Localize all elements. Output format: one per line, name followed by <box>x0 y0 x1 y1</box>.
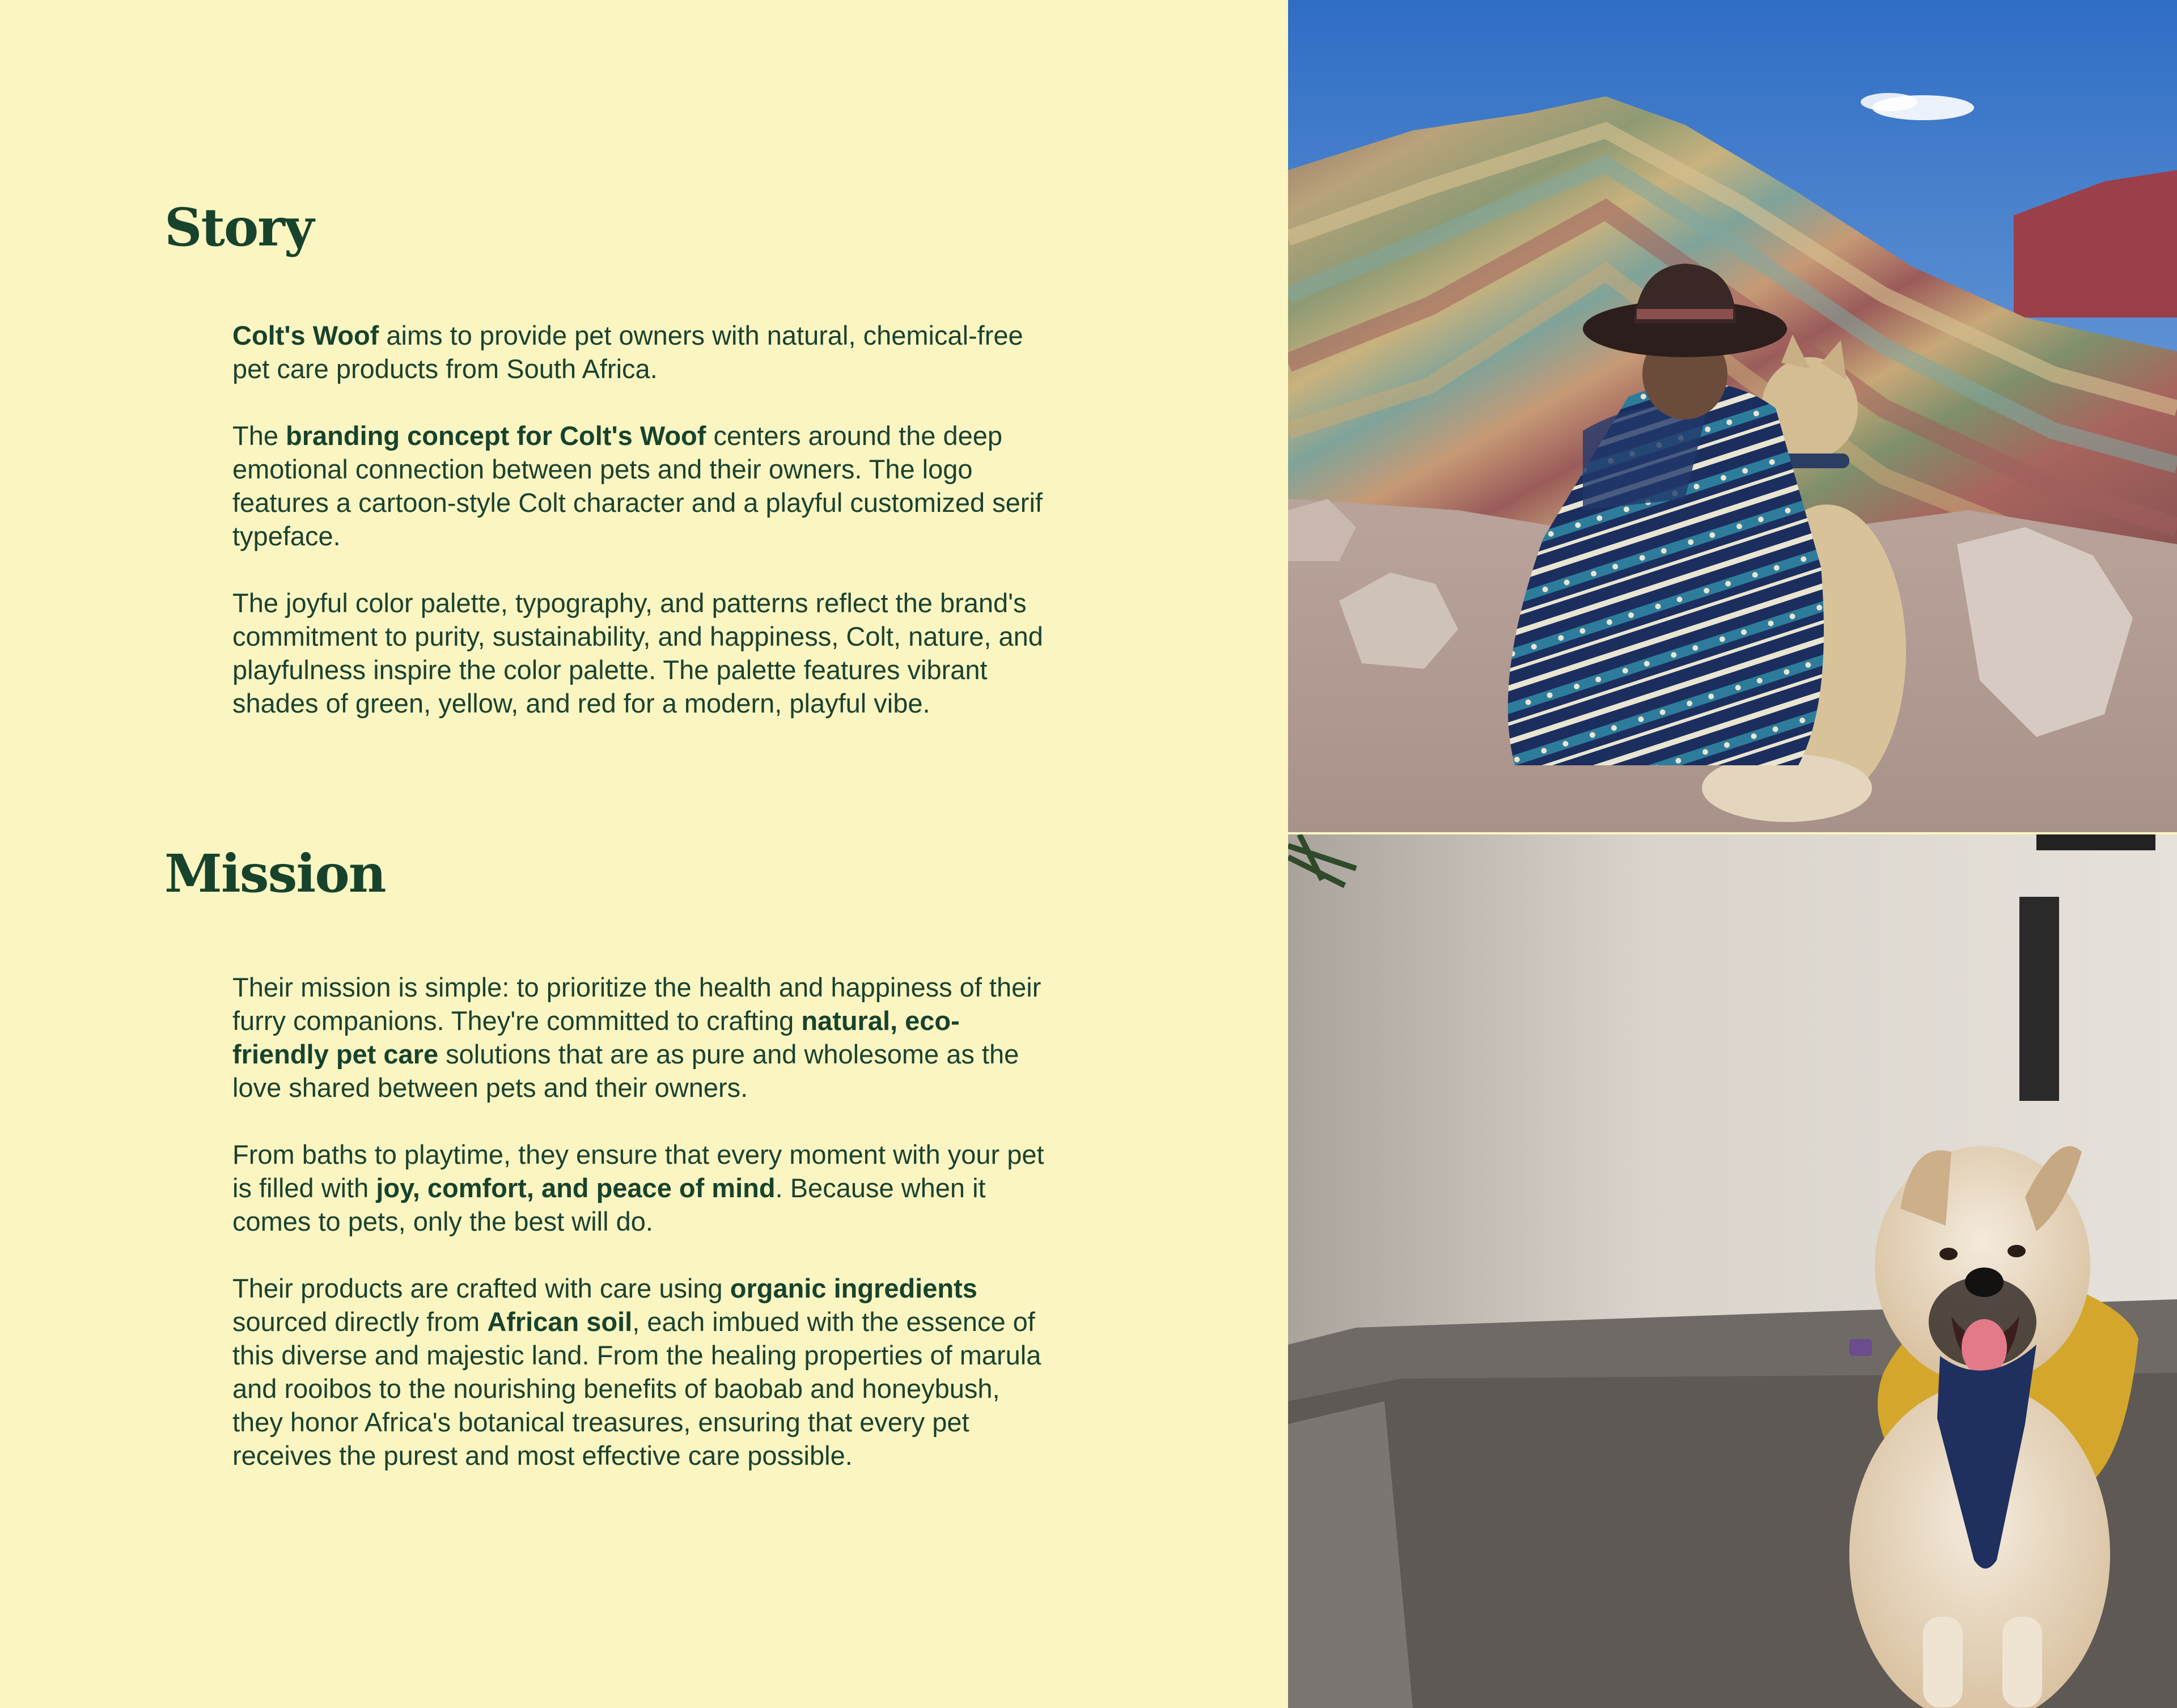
mission-paragraph-1: Their mission is simple: to prioritize the health and happiness of their furry companions. They're committed to crafting natural, eco-friendly pet care solutions that are as pure and wholesome as the love shared between pets and their owners. <box>232 972 1041 1103</box>
mission-paragraph-3: Their products are crafted with care using organic ingredients sourced directly from African soil, each imbued with the essence of this diverse and majestic land. From the healing properties of marula and rooibos to the nourishing benefits of baobab and honeybush, they honor Africa's botanical treasures, ensuring that every pet receives the purest and most effective care possible. <box>232 1273 1041 1470</box>
mission-paragraph-2: From baths to playtime, they ensure that every moment with your pet is filled with joy, comfort, and peace of mind. Because when it comes to pets, only the best will do. <box>232 1139 1044 1236</box>
brand-name: Colt's Woof <box>232 320 379 350</box>
mission-body <box>232 970 1049 1506</box>
story-paragraph-1: Colt's Woof aims to provide pet owners with natural, chemical-free pet care products from South Africa. <box>232 320 1023 384</box>
story-body <box>232 319 1049 753</box>
story-paragraph-2: The branding concept for Colt's Woof centers around the deep emotional connection between pets and their owners. The logo features a cartoon-style Colt character and a playful customized serif typeface. <box>232 421 1043 551</box>
story-paragraph-3: The joyful color palette, typography, and patterns reflect the brand's commitment to purity, sustainability, and happiness, Colt, nature, and playfulness inspire the color palette. The palette features vibrant shades of green, yellow, and red for a modern, playful vibe. <box>232 588 1043 718</box>
story-heading: Story <box>164 197 314 258</box>
dog-bandana-photo <box>1288 834 2177 1708</box>
mission-heading: Mission <box>164 843 386 904</box>
rainbow-mountain-photo <box>1288 0 2177 832</box>
